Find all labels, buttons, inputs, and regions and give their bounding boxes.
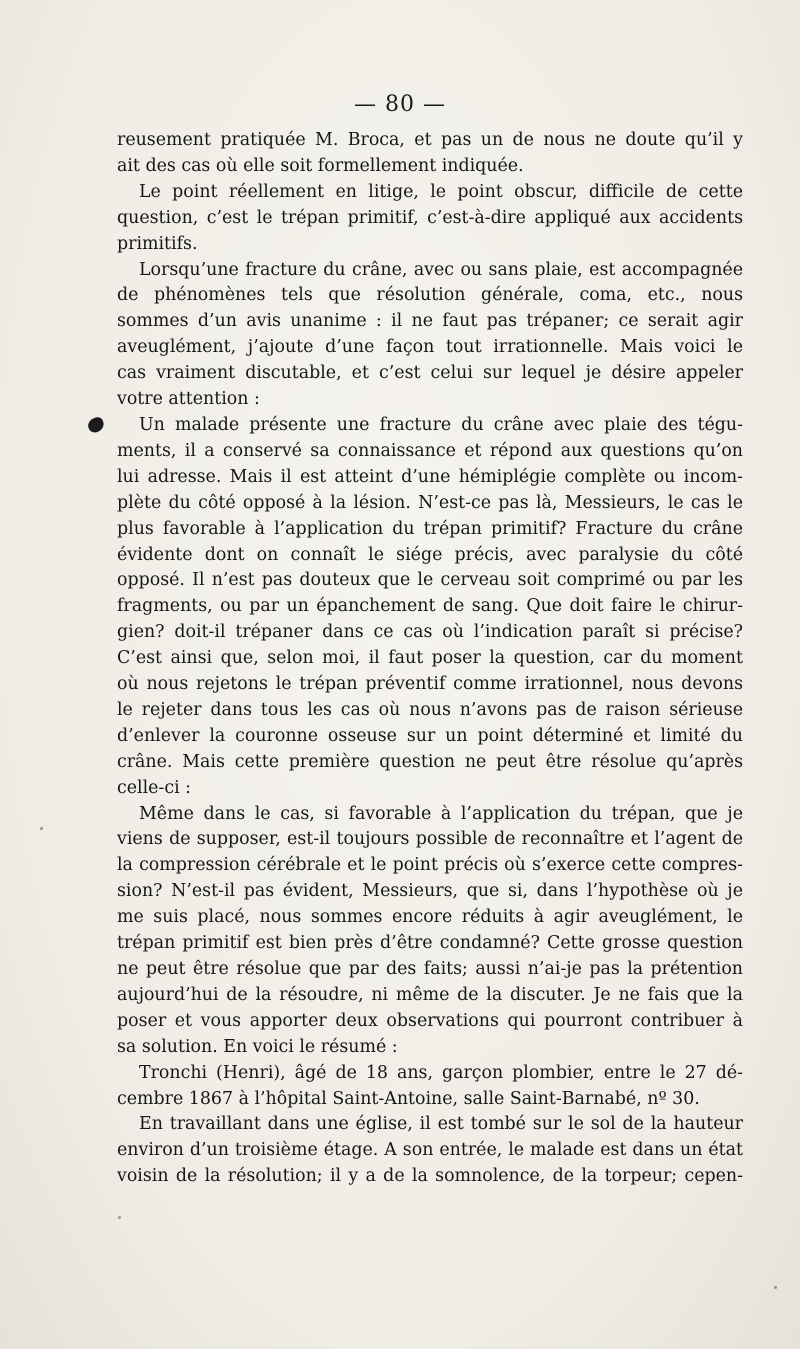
text-line: où nous rejetons le trépan préventif comme irrationnel, nous devons	[117, 674, 743, 695]
text-line: sommes d’un avis unanime : il ne faut pas trépaner; ce serait agir	[117, 311, 743, 332]
text-line: viens de supposer, est-il toujours possible de reconnaître et l’agent de	[117, 829, 743, 850]
paper-speck	[774, 1286, 777, 1289]
text-line: primitifs.	[117, 233, 198, 254]
page-number: — 80 —	[354, 92, 446, 117]
text-line: plus favorable à l’application du trépan primitif? Fracture du crâne	[117, 518, 743, 539]
text-line: la compression cérébrale et le point précis où s’exerce cette compres-	[117, 855, 743, 876]
text-line: ait des cas où elle soit formellement indiquée.	[117, 155, 524, 176]
text-line: cembre 1867 à l’hôpital Saint-Antoine, salle Saint-Barnabé, nº 30.	[117, 1088, 700, 1109]
text-line: crâne. Mais cette première question ne peut être résolue qu’après	[117, 751, 743, 772]
paper-speck	[118, 1216, 121, 1219]
text-line: gien? doit-il trépaner dans ce cas où l’indication paraît si précise?	[117, 622, 743, 643]
text-line: ments, il a conservé sa connaissance et répond aux questions qu’on	[117, 440, 743, 461]
text-line: Lorsqu’une fracture du crâne, avec ou sans plaie, est accompagnée	[139, 259, 743, 280]
text-line: le rejeter dans tous les cas où nous n’avons pas de raison sérieuse	[117, 699, 743, 720]
text-line: évidente dont on connaît le siége précis, avec paralysie du côté	[117, 544, 743, 565]
text-line: aujourd’hui de la résoudre, ni même de la discuter. Je ne fais que la	[117, 984, 743, 1005]
text-line: poser et vous apporter deux observations qui pourront contribuer à	[117, 1010, 743, 1031]
text-line: aveuglément, j’ajoute d’une façon tout irrationnelle. Mais voici le	[117, 337, 743, 358]
text-line: me suis placé, nous sommes encore réduits à agir aveuglément, le	[117, 907, 743, 928]
text-line: question, c’est le trépan primitif, c’est-à-dire appliqué aux accidents	[117, 207, 743, 228]
text-line: sa solution. En voici le résumé :	[117, 1036, 398, 1057]
text-line: Même dans le cas, si favorable à l’application du trépan, que je	[139, 803, 743, 824]
text-line: fragments, ou par un épanchement de sang. Que doit faire le chirur-	[117, 596, 743, 617]
text-line: C’est ainsi que, selon moi, il faut poser la question, car du moment	[117, 648, 743, 669]
text-line: Un malade présente une fracture du crâne avec plaie des tégu-	[139, 414, 743, 435]
text-line: trépan primitif est bien près d’être condamné? Cette grosse question	[117, 933, 743, 954]
text-line: plète du côté opposé à la lésion. N’est-ce pas là, Messieurs, le cas le	[117, 492, 743, 513]
text-line: sion? N’est-il pas évident, Messieurs, que si, dans l’hypothèse où je	[117, 881, 743, 902]
text-line: voisin de la résolution; il y a de la somnolence, de la torpeur; cepen-	[117, 1166, 743, 1187]
paper-speck	[40, 827, 43, 830]
text-line: votre attention :	[117, 389, 260, 410]
text-line: d’enlever la couronne osseuse sur un point déterminé et limité du	[117, 725, 743, 746]
text-line: environ d’un troisième étage. A son entrée, le malade est dans un état	[117, 1140, 743, 1161]
body-text	[117, 128, 743, 1190]
text-line: opposé. Il n’est pas douteux que le cerveau soit comprimé ou par les	[117, 570, 743, 591]
text-line: lui adresse. Mais il est atteint d’une hémiplégie complète ou incom-	[117, 466, 743, 487]
text-line: Tronchi (Henri), âgé de 18 ans, garçon plombier, entre le 27 dé-	[139, 1062, 743, 1083]
text-line: Le point réellement en litige, le point obscur, difficile de cette	[139, 181, 743, 202]
text-line: celle-ci :	[117, 777, 192, 798]
ink-blot-mark	[86, 415, 106, 434]
text-line: En travaillant dans une église, il est tombé sur le sol de la hauteur	[139, 1114, 743, 1135]
text-line: ne peut être résolue que par des faits; aussi n’ai-je pas la prétention	[117, 959, 743, 979]
text-line: de phénomènes tels que résolution générale, coma, etc., nous	[117, 285, 743, 306]
text-line: cas vraiment discutable, et c’est celui sur lequel je désire appeler	[117, 363, 743, 384]
text-line: reusement pratiquée M. Broca, et pas un de nous ne doute qu’il y	[117, 130, 743, 150]
